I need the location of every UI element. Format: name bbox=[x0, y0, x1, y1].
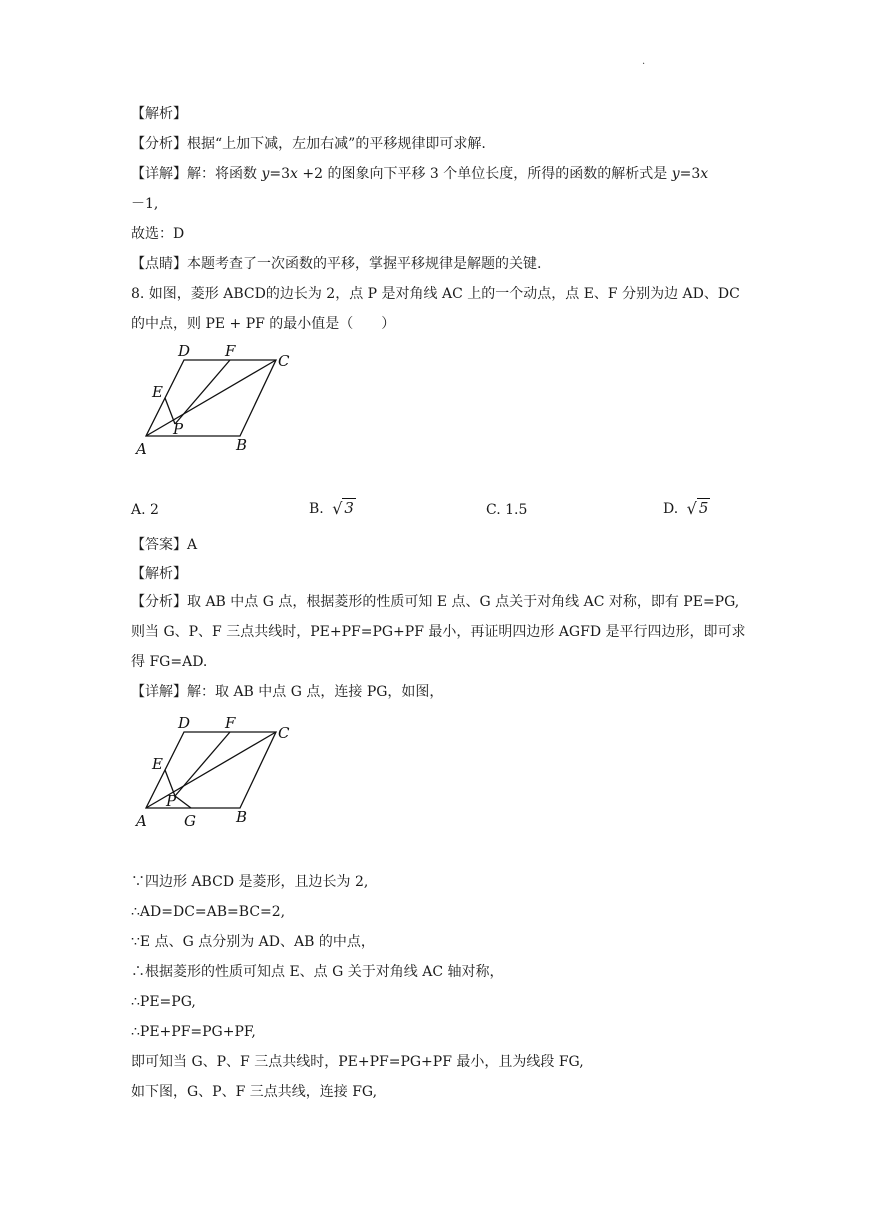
label-a: A bbox=[136, 440, 147, 458]
eq-2: =3 bbox=[679, 166, 701, 182]
sqrt-3 bbox=[332, 498, 356, 517]
option-a: A. 2 bbox=[131, 502, 159, 518]
rhombus-figure-2 bbox=[130, 712, 300, 832]
proof-line-4: ∴根据菱形的性质可知点 E、点 G 关于对角线 AC 轴对称， bbox=[131, 964, 504, 980]
label-b: B bbox=[236, 436, 248, 454]
detail-text-2: +2 的图象向下平移 3 个单位长度，所得的函数的解析式是 bbox=[297, 166, 672, 182]
radical-icon: √ bbox=[686, 499, 697, 518]
question-8-line-2: 的中点，则 PE + PF 的最小值是（ ） bbox=[131, 316, 396, 332]
question-8-line-1: 8. 如图，菱形 ABCD的边长为 2，点 P 是对角线 AC 上的一个动点，点 E、F 分别为边 AD、DC bbox=[131, 286, 740, 302]
detail-text: 【详解】解：将函数 bbox=[131, 166, 262, 182]
proof-line-2: ∴AD=DC=AB=BC=2, bbox=[131, 904, 286, 920]
proof-line-3: ∵E 点、G 点分别为 AD、AB 的中点， bbox=[131, 934, 375, 950]
label-g: G bbox=[184, 812, 196, 830]
label-f: F bbox=[225, 714, 236, 732]
header-mark: . bbox=[642, 56, 646, 67]
label-p: P bbox=[173, 420, 184, 438]
option-d-label: D. bbox=[663, 501, 679, 517]
proof-line-1: ∵四边形 ABCD 是菱形，且边长为 2, bbox=[131, 874, 369, 890]
proof-line-7: 即可知当 G、P、F 三点共线时，PE+PF=PG+PF 最小，且为线段 FG, bbox=[131, 1054, 584, 1070]
option-c: C. 1.5 bbox=[486, 502, 528, 518]
var-y-2: y bbox=[671, 166, 680, 182]
proof-line-8: 如下图，G、P、F 三点共线，连接 FG, bbox=[131, 1084, 378, 1100]
label-b: B bbox=[236, 808, 248, 826]
answer-line: 【答案】A bbox=[131, 537, 198, 553]
comment-line: 【点睛】本题考查了一次函数的平移，掌握平移规律是解题的关键. bbox=[131, 256, 542, 272]
detail-line-1 bbox=[131, 164, 708, 184]
segment-pg bbox=[175, 796, 191, 808]
label-d: D bbox=[178, 714, 191, 732]
option-d bbox=[663, 498, 710, 517]
label-p: P bbox=[166, 792, 177, 810]
analysis-text: 【分析】根据“上加下减，左加右减”的平移规律即可求解. bbox=[131, 136, 486, 152]
label-e: E bbox=[152, 383, 163, 401]
option-d-value: 5 bbox=[698, 499, 709, 517]
sqrt-5 bbox=[687, 498, 711, 517]
analysis-2-line-1: 【分析】取 AB 中点 G 点，根据菱形的性质可知 E 点、G 点关于对角线 AC 对称，即有 PE=PG, bbox=[131, 594, 740, 610]
detail-2-line-1: 【详解】解：取 AB 中点 G 点，连接 PG，如图， bbox=[131, 684, 444, 700]
detail-line-2: －1, bbox=[131, 196, 159, 212]
choice-line: 故选：D bbox=[131, 226, 185, 242]
eq: =3 bbox=[269, 166, 291, 182]
radical-icon: √ bbox=[332, 499, 343, 518]
proof-line-5: ∴PE=PG, bbox=[131, 994, 196, 1010]
label-f: F bbox=[225, 342, 236, 360]
rhombus-figure-1 bbox=[130, 340, 300, 460]
proof-line-6: ∴PE+PF=PG+PF, bbox=[131, 1024, 256, 1040]
label-e: E bbox=[152, 755, 163, 773]
analysis-heading-2: 【解析】 bbox=[131, 566, 187, 582]
label-a: A bbox=[136, 812, 147, 830]
analysis-2-line-2: 则当 G、P、F 三点共线时，PE+PF=PG+PF 最小，再证明四边形 AGFD 是平行四边形，即可求 bbox=[131, 624, 746, 640]
option-b-label: B. bbox=[309, 501, 324, 517]
var-x-2: x bbox=[700, 166, 709, 182]
label-d: D bbox=[178, 342, 191, 360]
analysis-2-line-3: 得 FG=AD. bbox=[131, 654, 208, 670]
option-b bbox=[309, 498, 356, 517]
option-b-value: 3 bbox=[344, 499, 354, 517]
label-c: C bbox=[278, 352, 290, 370]
var-y: y bbox=[261, 166, 270, 182]
label-c: C bbox=[278, 724, 290, 742]
analysis-heading: 【解析】 bbox=[131, 106, 187, 122]
var-x: x bbox=[290, 166, 298, 182]
